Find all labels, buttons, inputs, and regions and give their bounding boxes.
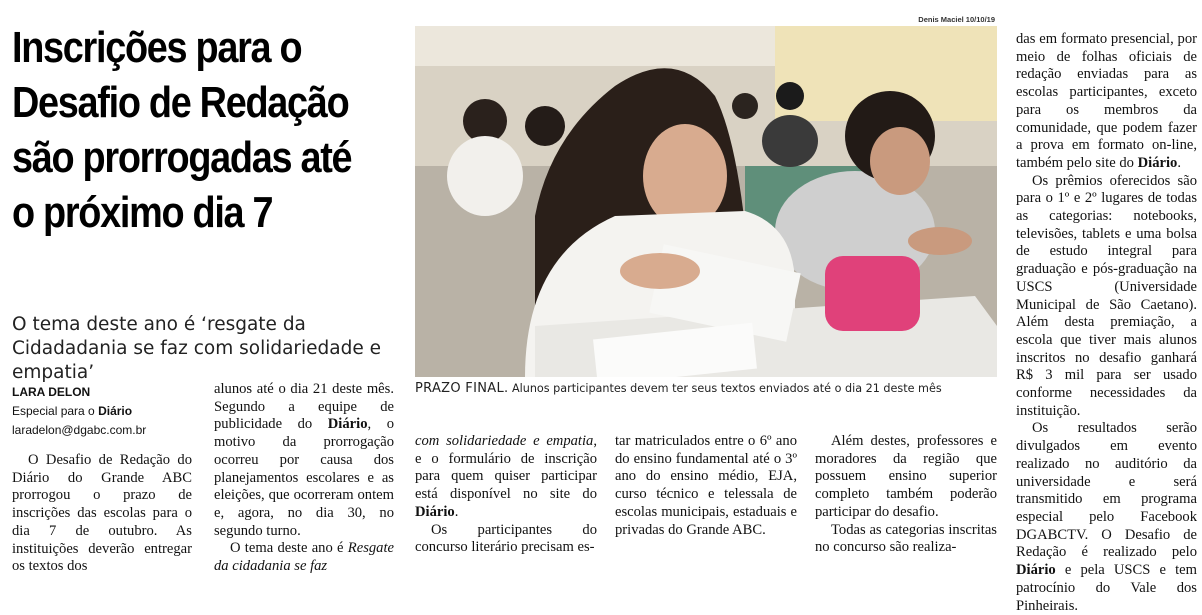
byline-author: LARA DELON bbox=[12, 385, 91, 399]
body-column-3 bbox=[415, 433, 597, 557]
byline-email: laradelon@dgabc.com.br bbox=[12, 423, 147, 437]
caption-text: Alunos participantes devem ter seus textos enviados até o dia 21 deste mês bbox=[508, 382, 942, 395]
text-run: . bbox=[1177, 154, 1181, 171]
paragraph: Os prêmios oferecidos são para o 1º e 2º lugares de todas as categorias: notebooks, televisões, tablets e uma bolsa de estudo integral para graduação e pós-graduação na USCS (Universidade Municipal de São Caetano). Além desta premiação, a escola que tiver mais alunos inscritos no desafio ganhará R$ 3 mil para ser usado conforme necessidades da instituição. bbox=[1016, 172, 1197, 419]
byline-role bbox=[12, 404, 132, 418]
paragraph bbox=[1016, 420, 1197, 615]
paragraph bbox=[1016, 31, 1197, 173]
headline-line: são prorrogadas até bbox=[12, 133, 352, 182]
text-run: das em formato presencial, por meio de folhas oficiais de redação enviadas para as escolas participantes, exceto para os membros da comunidade, que podem fazer a prova em formato on-line, também pelo site do bbox=[1016, 31, 1197, 171]
body-column-1 bbox=[12, 452, 192, 576]
text-run: . bbox=[454, 503, 459, 520]
body-column-5 bbox=[815, 433, 997, 557]
paragraph: Além destes, professores e moradores da região que possuem ensino superior completo também poderão participar do desafio. bbox=[815, 433, 997, 520]
publication-name: Diário bbox=[415, 503, 455, 520]
headline-line: Desafio de Redação bbox=[12, 78, 349, 127]
paragraph: O Desafio de Redação do Diário do Grande ABC prorrogou o prazo de inscrições das escolas para o dia 7 de outubro. As instituições deverão entregar os textos dos bbox=[12, 452, 192, 575]
photo-credit: Denis Maciel 10/10/19 bbox=[918, 15, 995, 24]
body-column-6 bbox=[1016, 31, 1197, 615]
text-run: , e o formulário de inscrição para quem quiser participar está disponível no site do bbox=[415, 433, 597, 503]
subheadline: O tema deste ano é ‘resgate da Cidadadania se faz com solidariedade e empatia’ bbox=[12, 314, 382, 383]
photo-caption bbox=[415, 381, 1015, 396]
headline-line: Inscrições para o bbox=[12, 23, 302, 72]
paragraph: Os participantes do concurso literário precisam es- bbox=[415, 521, 597, 556]
text-run: O tema deste ano é bbox=[230, 540, 348, 557]
body-column-2 bbox=[214, 381, 394, 576]
paragraph: tar matriculados entre o 6º ano do ensino fundamental até o 3º ano do ensino médio, EJA, curso técnico e telessala de escolas municipais, estaduais e privadas do Grande ABC. bbox=[615, 433, 797, 538]
classroom-photo-illustration bbox=[415, 26, 997, 377]
headline bbox=[12, 20, 404, 240]
theme-text: Resgate da cidadania se faz bbox=[214, 540, 394, 575]
text-run: e pela USCS e tem patrocínio do Vale dos Pinheirais. bbox=[1016, 562, 1197, 614]
byline-publication: Diário bbox=[98, 404, 133, 418]
publication-name: Diário bbox=[1016, 562, 1056, 579]
paragraph bbox=[214, 540, 394, 575]
body-column-4 bbox=[615, 433, 797, 539]
text-run: alunos até o dia 21 deste mês. Segundo a equipe de publicidade do bbox=[214, 381, 394, 433]
theme-text: com solidariedade e empatia bbox=[415, 433, 594, 449]
caption-lead: PRAZO FINAL. bbox=[415, 381, 509, 396]
publication-name: Diário bbox=[327, 416, 368, 433]
paragraph bbox=[214, 381, 394, 540]
news-photo bbox=[415, 26, 997, 377]
paragraph bbox=[415, 433, 597, 522]
text-run: Os resultados serão divulgados em evento realizado no auditório da universidade e será transmitido em programa especial pelo Facebook DGABCTV. O Desafio de Redação é realizado pelo bbox=[1016, 420, 1197, 561]
byline-role-prefix: Especial para o bbox=[12, 404, 99, 418]
headline-line: o próximo dia 7 bbox=[12, 188, 273, 237]
paragraph: Todas as categorias inscritas no concurso são realiza- bbox=[815, 521, 997, 556]
text-run: , o motivo da prorrogação ocorreu por causa dos planejamentos escolares e as eleições, que ocorreram ontem e, agora, no dia 30, no segundo turno. bbox=[214, 416, 394, 539]
publication-name: Diário bbox=[1137, 154, 1178, 171]
